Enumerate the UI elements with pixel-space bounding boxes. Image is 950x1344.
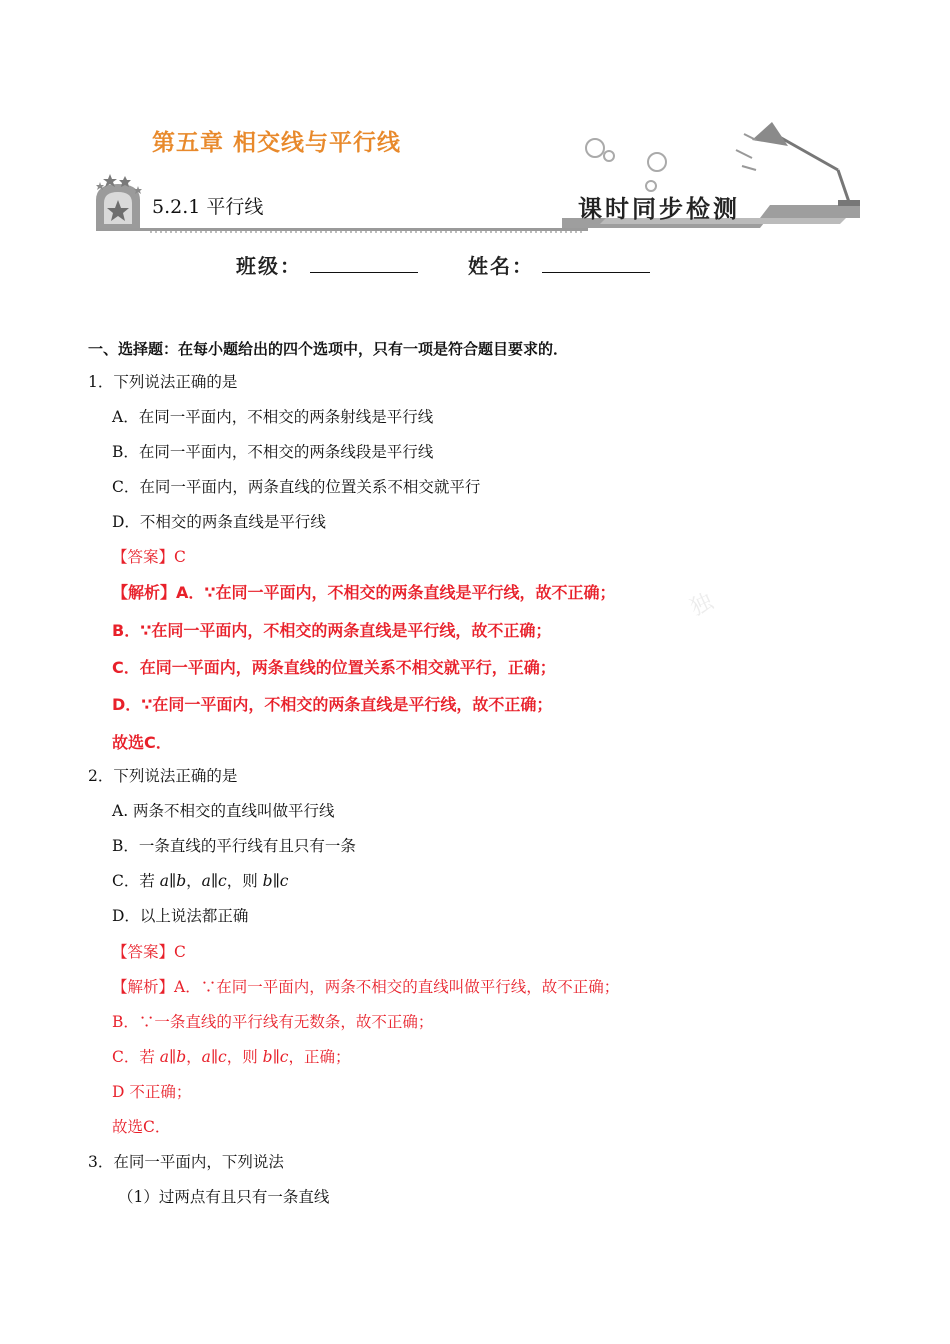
watermark: 独	[686, 589, 718, 622]
q2-explanation-4: D 不正确；	[112, 1083, 192, 1101]
class-field	[236, 250, 418, 279]
q2-option-c-prefix: C．若	[112, 872, 160, 890]
q1-option-a: A．在同一平面内，不相交的两条射线是平行线	[112, 408, 434, 426]
desk-lamp-icon	[736, 122, 860, 206]
q2-option-c-relation-3: b∥c	[262, 872, 289, 890]
page-header	[0, 0, 950, 300]
q1-option-b: B．在同一平面内，不相交的两条线段是平行线	[112, 443, 434, 461]
q3-stem: 3．在同一平面内，下列说法	[88, 1153, 284, 1171]
q2-exp3-end: ，正确；	[288, 1048, 351, 1066]
q2-option-d: D．以上说法都正确	[112, 907, 249, 925]
q1-option-c: C．在同一平面内，两条直线的位置关系不相交就平行	[112, 478, 481, 496]
q2-option-b: B．一条直线的平行线有且只有一条	[112, 837, 356, 855]
class-label: 班级：	[236, 254, 302, 278]
chapter-title: 第五章 相交线与平行线	[152, 130, 402, 156]
q2-answer: 【答案】C	[112, 943, 186, 961]
name-label: 姓名：	[468, 254, 534, 278]
q2-exp3-relation-3: b∥c	[262, 1048, 289, 1066]
q1-explanation-5: 故选C．	[112, 733, 172, 752]
q2-explanation-1: 【解析】A．∵在同一平面内，两条不相交的直线叫做平行线，故不正确；	[112, 978, 620, 996]
q1-explanation-3: C．在同一平面内，两条直线的位置关系不相交就平行，正确；	[112, 658, 556, 677]
q2-option-c-relation-2: a∥c	[201, 872, 227, 890]
q2-explanation-2: B．∵一条直线的平行线有无数条，故不正确；	[112, 1013, 434, 1031]
class-blank[interactable]	[310, 254, 418, 273]
q2-option-c	[112, 869, 288, 891]
name-blank[interactable]	[542, 254, 650, 273]
q2-explanation-5: 故选C．	[112, 1118, 171, 1136]
series-title: 课时同步检测	[578, 194, 740, 223]
q1-explanation-1: 【解析】A．∵在同一平面内，不相交的两条直线是平行线，故不正确；	[112, 583, 616, 602]
q2-option-c-sep-1: ，	[186, 872, 202, 890]
section-heading: 一、选择题：在每小题给出的四个选项中，只有一项是符合题目要求的．	[88, 340, 569, 358]
q2-option-c-relation-1: a∥b	[159, 872, 187, 890]
q2-option-a: A. 两条不相交的直线叫做平行线	[112, 802, 335, 820]
q2-exp3-relation-1: a∥b	[159, 1048, 187, 1066]
q3-item-1: （1）过两点有且只有一条直线	[118, 1188, 330, 1206]
q2-exp3-sep-2: ，则	[226, 1048, 263, 1066]
q2-stem: 2．下列说法正确的是	[88, 767, 238, 785]
q2-exp3-prefix: C．若	[112, 1048, 160, 1066]
q2-exp3-sep-1: ，	[186, 1048, 202, 1066]
q1-explanation-2: B．∵在同一平面内，不相交的两条直线是平行线，故不正确；	[112, 621, 552, 640]
q1-answer: 【答案】C	[112, 548, 186, 566]
q1-explanation-4: D．∵在同一平面内，不相交的两条直线是平行线，故不正确；	[112, 695, 553, 714]
name-field	[468, 250, 650, 279]
q2-option-c-sep-2: ，则	[226, 872, 263, 890]
section-title: 5.2.1 平行线	[152, 196, 264, 218]
star-badge-icon	[96, 174, 142, 228]
q2-exp3-relation-2: a∥c	[201, 1048, 227, 1066]
q1-option-d: D．不相交的两条直线是平行线	[112, 513, 326, 531]
q2-explanation-3	[112, 1045, 350, 1067]
q1-stem: 1．下列说法正确的是	[88, 373, 238, 391]
